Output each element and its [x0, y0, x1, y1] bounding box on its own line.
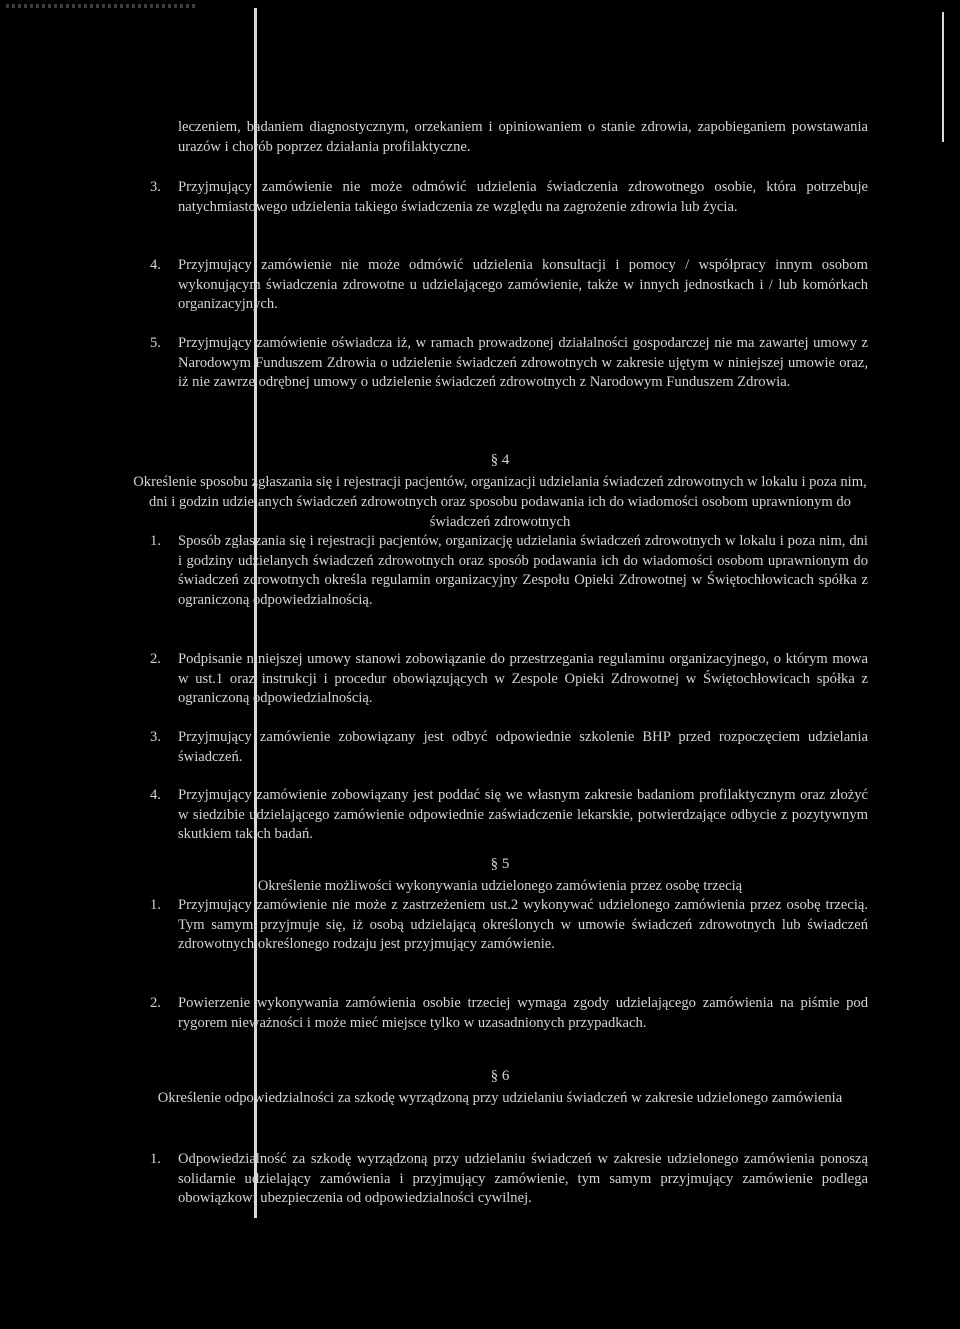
scan-edge-line — [942, 12, 944, 142]
section-title: Określenie odpowiedzialności za szkodę wyrządzoną przy udzielaniu świadczeń w zakresie udzielonego zamówienia — [157, 1090, 843, 1106]
list-item: Podpisanie niniejszej umowy stanowi zobowiązanie do przestrzegania regulaminu organizacyjnego, o którym mowa w ust.1 oraz instrukcji i procedur obowiązujących w Zespole Opieki Zdrowotnej w Świętochłowicach spółka z ograniczoną odpowiedzialnością. — [178, 651, 868, 707]
list-item: Sposób zgłaszania się i rejestracji pacjentów, organizację udzielania świadczeń zdrowotnych w lokalu i poza nim, dni i godziny udzielanych świadczeń zdrowotnych oraz sposób podawania ich do wiadomości osobom uprawnionym do świadczeń zdrowotnych określa regulamin organizacyjny Zespołu Opieki Zdrowotnej w Świętochłowicach spółka z ograniczoną odpowiedzialnością. — [178, 533, 868, 608]
section-heading: § 5 — [490, 856, 510, 872]
list-item: Odpowiedzialność za szkodę wyrządzoną przy udzielaniu świadczeń w zakresie udzielonego zamówienia ponoszą solidarnie udzielający zamówienia i przyjmujący zamówienie, tym samym przyjmujący zamówienie podlega obowiązkowi ubezpieczenia od odpowiedzialności cywilnej. — [178, 1151, 868, 1207]
item-number: 1. — [150, 1151, 161, 1167]
list-item: Przyjmujący zamówienie zobowiązany jest odbyć odpowiednie szkolenie BHP przed rozpoczęciem udzielania świadczeń. — [178, 729, 868, 765]
list-item: Przyjmujący zamówienie oświadcza iż, w ramach prowadzonej działalności gospodarczej nie ma zawartej umowy z Narodowym Funduszem Zdrowia o udzielenie świadczeń zdrowotnych w zakresie ujętym w niniejszej umowie oraz, iż nie zawrze odrębnej umowy o udzielenie świadczeń zdrowotnych z Narodowym Funduszem Zdrowia. — [178, 335, 868, 391]
scan-artifact-top — [6, 4, 196, 8]
item-number: 4. — [150, 257, 161, 273]
item-number: 3. — [150, 729, 161, 745]
item-number: 4. — [150, 787, 161, 803]
item-number: 5. — [150, 335, 161, 351]
section-title: Określenie możliwości wykonywania udzielonego zamówienia przez osobę trzecią — [257, 878, 743, 894]
item-number: 3. — [150, 179, 161, 195]
list-item: Przyjmujący zamówienie nie może odmówić udzielenia świadczenia zdrowotnego osobie, która potrzebuje natychmiastowego udzielenia takiego świadczenia ze względu na zagrożenie zdrowia lub życia. — [178, 179, 868, 215]
item-number: 1. — [150, 897, 161, 913]
section-heading: § 4 — [490, 452, 510, 468]
list-item: Przyjmujący zamówienie nie może z zastrzeżeniem ust.2 wykonywać udzielonego zamówienia przez osobę trzecią. Tym samym przyjmuje się, iż osobą udzielającą określonych w umowie świadczeń zdrowotnych lub świadczeń zdrowotnych określonego rodzaju jest przyjmujący zamówienie. — [178, 897, 868, 953]
item-number: 2. — [150, 995, 161, 1011]
list-item: Przyjmujący zamówienie zobowiązany jest poddać się we własnym zakresie badaniom profilaktycznym oraz złożyć w siedzibie udzielającego zamówienie odpowiednie zaświadczenie lekarskie, potwierdzające odbycie z pozytywnym skutkiem takich badań. — [178, 787, 868, 843]
list-item: Powierzenie wykonywania zamówienia osobie trzeciej wymaga zgody udzielającego zamówienia na piśmie pod rygorem nieważności i może mieć miejsce tylko w uzasadnionych przypadkach. — [178, 995, 868, 1031]
item-number: 2. — [150, 651, 161, 667]
list-item: Przyjmujący zamówienie nie może odmówić udzielenia konsultacji i pomocy / współpracy innym osobom wykonującym świadczenia zdrowotne u udzielającego zamówienie, także w innych jednostkach i / lub komórkach organizacyjnych. — [178, 257, 868, 313]
section-heading: § 6 — [490, 1068, 510, 1084]
intro-paragraph: leczeniem, badaniem diagnostycznym, orzekaniem i opiniowaniem o stanie zdrowia, zapobieganiem powstawania urazów i chorób poprzez działania profilaktyczne. — [178, 119, 868, 155]
item-number: 1. — [150, 533, 161, 549]
section-title: Określenie sposobu zgłaszania się i rejestracji pacjentów, organizacji udzielania świadczeń zdrowotnych w lokalu i poza nim, dni i godzin udzielanych świadczeń zdrowotnych oraz sposobu podawania ich do wiadomości osobom uprawnionym do świadczeń zdrowotnych — [133, 474, 867, 530]
